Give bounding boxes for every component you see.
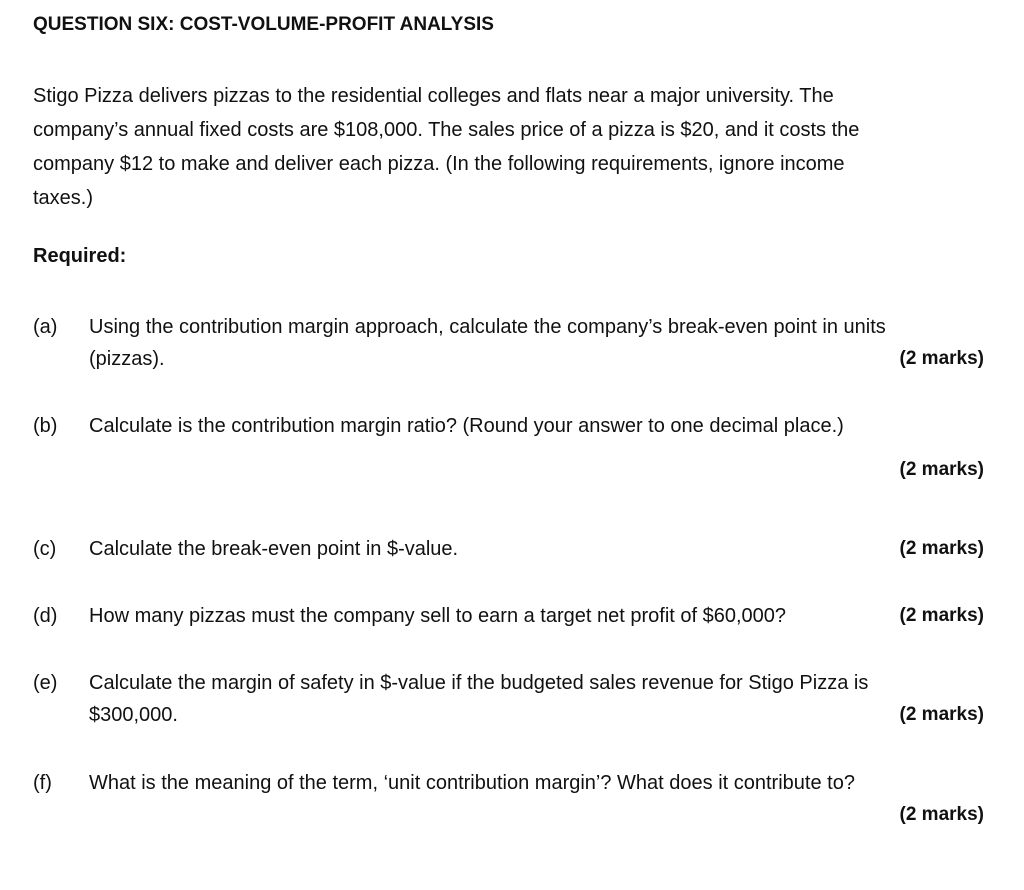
question-line: Calculate the margin of safety in $-value if the budgeted sales revenue for Stigo Pizza is xyxy=(89,672,869,694)
question-line: Calculate the break-even point in $-value. xyxy=(89,538,459,560)
intro-line: taxes.) xyxy=(33,187,94,209)
question-label: (a) xyxy=(33,316,58,338)
question-title: QUESTION SIX: COST-VOLUME-PROFIT ANALYSIS xyxy=(33,14,494,35)
question-item-a xyxy=(0,311,1024,381)
question-text xyxy=(89,533,979,565)
question-item-e xyxy=(0,667,1024,737)
intro-line: company’s annual fixed costs are $108,000. The sales price of a pizza is $20, and it costs the xyxy=(33,119,860,141)
intro-paragraph xyxy=(33,79,933,215)
marks-label: (2 marks) xyxy=(899,804,984,825)
question-line: Using the contribution margin approach, calculate the company’s break-even point in units xyxy=(89,316,886,338)
question-item-b xyxy=(0,410,1024,490)
question-line: How many pizzas must the company sell to earn a target net profit of $60,000? xyxy=(89,605,787,627)
intro-line: company $12 to make and deliver each pizza. (In the following requirements, ignore income xyxy=(33,153,845,175)
marks-label: (2 marks) xyxy=(899,538,984,559)
question-text xyxy=(89,600,979,632)
marks-label: (2 marks) xyxy=(899,459,984,480)
question-label: (f) xyxy=(33,772,52,794)
intro-line: Stigo Pizza delivers pizzas to the residential colleges and flats near a major university. The xyxy=(33,85,834,107)
question-item-f xyxy=(0,767,1024,837)
required-heading: Required: xyxy=(33,245,127,267)
marks-label: (2 marks) xyxy=(899,605,984,626)
question-item-d xyxy=(0,600,1024,634)
question-item-c xyxy=(0,533,1024,567)
marks-label: (2 marks) xyxy=(899,704,984,725)
question-label: (e) xyxy=(33,672,58,694)
question-line: Calculate is the contribution margin ratio? (Round your answer to one decimal place.) xyxy=(89,415,844,437)
question-line: $300,000. xyxy=(89,704,178,726)
question-label: (d) xyxy=(33,605,58,627)
marks-label: (2 marks) xyxy=(899,348,984,369)
question-label: (b) xyxy=(33,415,58,437)
question-text xyxy=(89,410,979,442)
question-line: (pizzas). xyxy=(89,348,165,370)
question-line: What is the meaning of the term, ‘unit contribution margin’? What does it contribute to? xyxy=(89,772,855,794)
question-text xyxy=(89,667,979,731)
question-text xyxy=(89,767,979,799)
question-label: (c) xyxy=(33,538,57,560)
question-text xyxy=(89,311,979,375)
